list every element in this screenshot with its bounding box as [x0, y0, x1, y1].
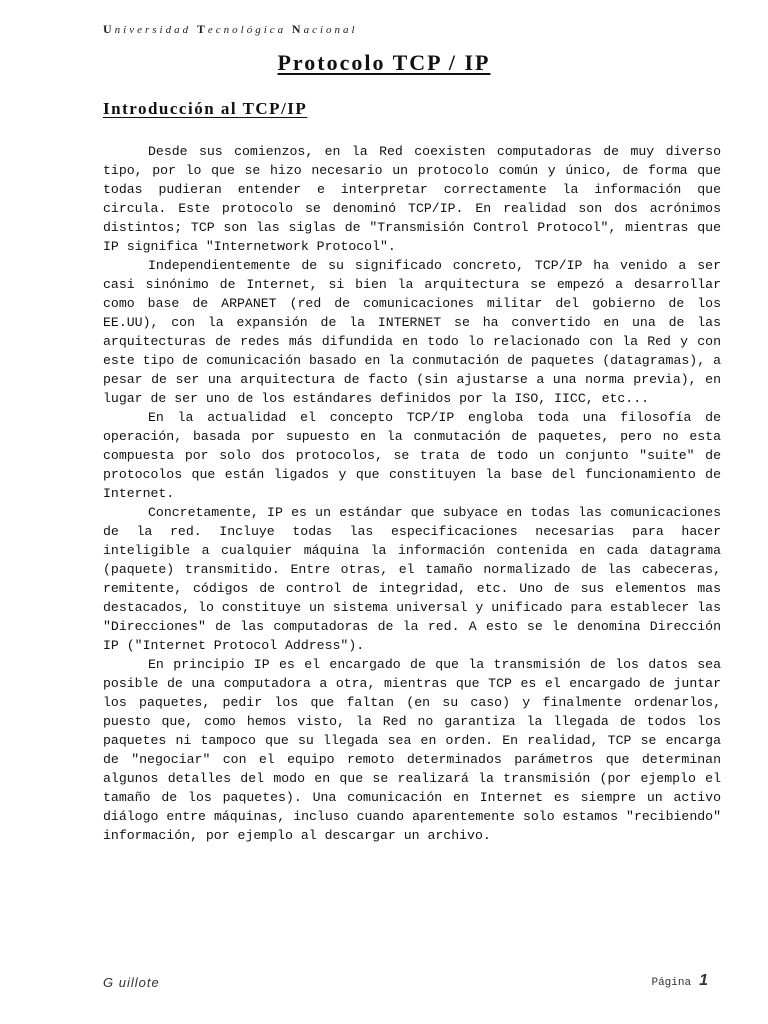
- page-number: 1: [699, 972, 708, 989]
- paragraph: En la actualidad el concepto TCP/IP engloba toda una filosofía de operación, basada por supuesto en la conmutación de paquetes, pero no esta compuesta por solo dos protocolos, se trata de todo un conjunto "suite" de protocolos que están ligados y que constituyen la base del funcionamiento de Internet.: [103, 410, 721, 501]
- section-title: Introducción al TCP/IP: [103, 99, 308, 118]
- paragraph: Independientemente de su significado concreto, TCP/IP ha venido a ser casi sinónimo de Internet, si bien la arquitectura se empezó a desarrollar como base de ARPANET (red de comunicaciones militar del gobierno de los EE.UU), con la expansión de la INTERNET se ha convertido en una de las arquitecturas de redes más difundida en todo lo relacionado con la Red y con este tipo de comunicación basado en la conmutación de paquetes (datagramas), a pesar de ser una arquitectura de facto (sin ajustarse a una norma previa), en lugar de ser uno de los estándares definidos por la ISO, IICC, etc...: [103, 258, 721, 406]
- header-word: Tecnológica: [196, 22, 287, 36]
- paragraph: Desde sus comienzos, en la Red coexisten computadoras de muy diverso tipo, por lo que se hizo necesario un protocolo común y único, de forma que todas pudieran entender e interpretar correctamente la información que circula. Este protocolo se denominó TCP/IP. En realidad son dos acrónimos distintos; TCP son las siglas de "Transmisión Control Protocol", mientras que IP significa "Internetwork Protocol".: [103, 144, 721, 254]
- page-label: Página: [651, 977, 692, 989]
- institution-header: [103, 22, 358, 37]
- header-word: Universidad: [103, 22, 192, 36]
- header-word: Nacional: [291, 22, 358, 36]
- paragraph: Concretamente, IP es un estándar que subyace en todas las comunicaciones de la red. Incluye todas las especificaciones necesarias para hacer inteligible a cualquier máquina la información contenida en cada datagrama (paquete) transmitido. Entre otras, el tamaño normalizado de las cabeceras, remitente, códigos de control de integridad, etc. Uno de sus elementos mas destacados, lo constituye un sistema universal y unificado para establecer las "Direcciones" de las computadoras de la red. A esto se le denomina Dirección IP ("Internet Protocol Address").: [103, 505, 721, 653]
- footer-author: G uillote: [103, 975, 160, 990]
- paragraph: En principio IP es el encargado de que la transmisión de los datos sea posible de una computadora a otra, mientras que TCP es el encargado de juntar los paquetes, pedir los que faltan (en su caso) y finalmente ordenarlos, puesto que, como hemos visto, la Red no garantiza la llegada de todos los paquetes ni tampoco que su llegada sea en orden. En realidad, TCP se encarga de "negociar" con el equipo remoto determinados parámetros que determinan algunos detalles del modo en que se realizará la transmisión (por ejemplo el tamaño de los paquetes). Una comunicación en Internet es siempre un activo diálogo entre máquinas, incluso cuando aparentemente solo estamos "recibiendo" información, por ejemplo al descargar un archivo.: [103, 657, 721, 843]
- body-text: [103, 142, 721, 845]
- page-number-footer: [651, 972, 708, 990]
- document-title: Protocolo TCP / IP: [277, 50, 491, 75]
